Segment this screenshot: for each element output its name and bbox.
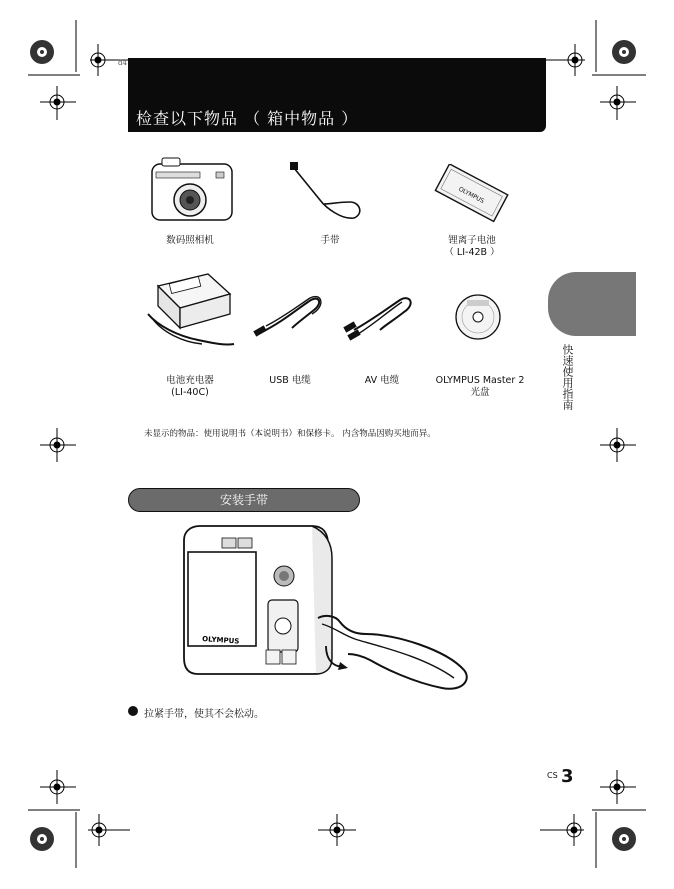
item-caption-battery xyxy=(420,235,524,259)
camera-strap-illustration xyxy=(176,518,476,698)
item-caption-cd xyxy=(426,375,534,399)
bullet-text: 拉紧手带，使其不会松动。 xyxy=(144,709,264,720)
item-caption-usb xyxy=(254,375,326,387)
camera-icon xyxy=(148,156,238,228)
chapter-tab-label: 快速使用指南 xyxy=(561,344,574,410)
item-label: 数码照相机 xyxy=(166,235,214,246)
strap-icon xyxy=(290,160,370,230)
item-label: 锂离子电池 xyxy=(448,235,496,246)
charger-icon xyxy=(138,266,238,356)
item-caption-camera xyxy=(150,235,230,247)
item-sublabel: （ LI-42B ） xyxy=(444,247,500,258)
cd-icon xyxy=(453,292,503,342)
item-label: 电池充电器 xyxy=(166,375,214,386)
item-caption-strap xyxy=(300,235,360,247)
item-label: USB 电缆 xyxy=(269,375,311,386)
page-prefix: CS xyxy=(547,771,558,780)
page-number: 3 xyxy=(561,766,574,787)
item-label: 手带 xyxy=(320,235,340,246)
section-heading: 安装手带 xyxy=(219,493,268,507)
battery-icon xyxy=(432,164,512,224)
chapter-tab xyxy=(548,272,636,336)
page-title: 检查以下物品 （ 箱中物品 ） xyxy=(136,109,359,128)
usb-cable-icon xyxy=(252,288,332,348)
item-caption-charger xyxy=(150,375,230,399)
bullet-icon xyxy=(128,706,138,716)
note-text: 未显示的物品：使用说明书（本说明书）和保修卡。 内含物品因购买地而异。 xyxy=(144,429,436,439)
av-cable-icon xyxy=(342,288,422,348)
item-caption-av xyxy=(346,375,418,387)
item-label: OLYMPUS Master 2 xyxy=(435,375,525,386)
item-sublabel: 光盘 xyxy=(470,387,490,398)
header-tag: d4 xyxy=(118,59,127,67)
item-sublabel: (LI-40C) xyxy=(171,387,209,398)
svg-text:OLYMPUS: OLYMPUS xyxy=(457,185,486,205)
item-label: AV 电缆 xyxy=(364,375,400,386)
camera-brand-text: OLYMPUS xyxy=(201,635,240,646)
